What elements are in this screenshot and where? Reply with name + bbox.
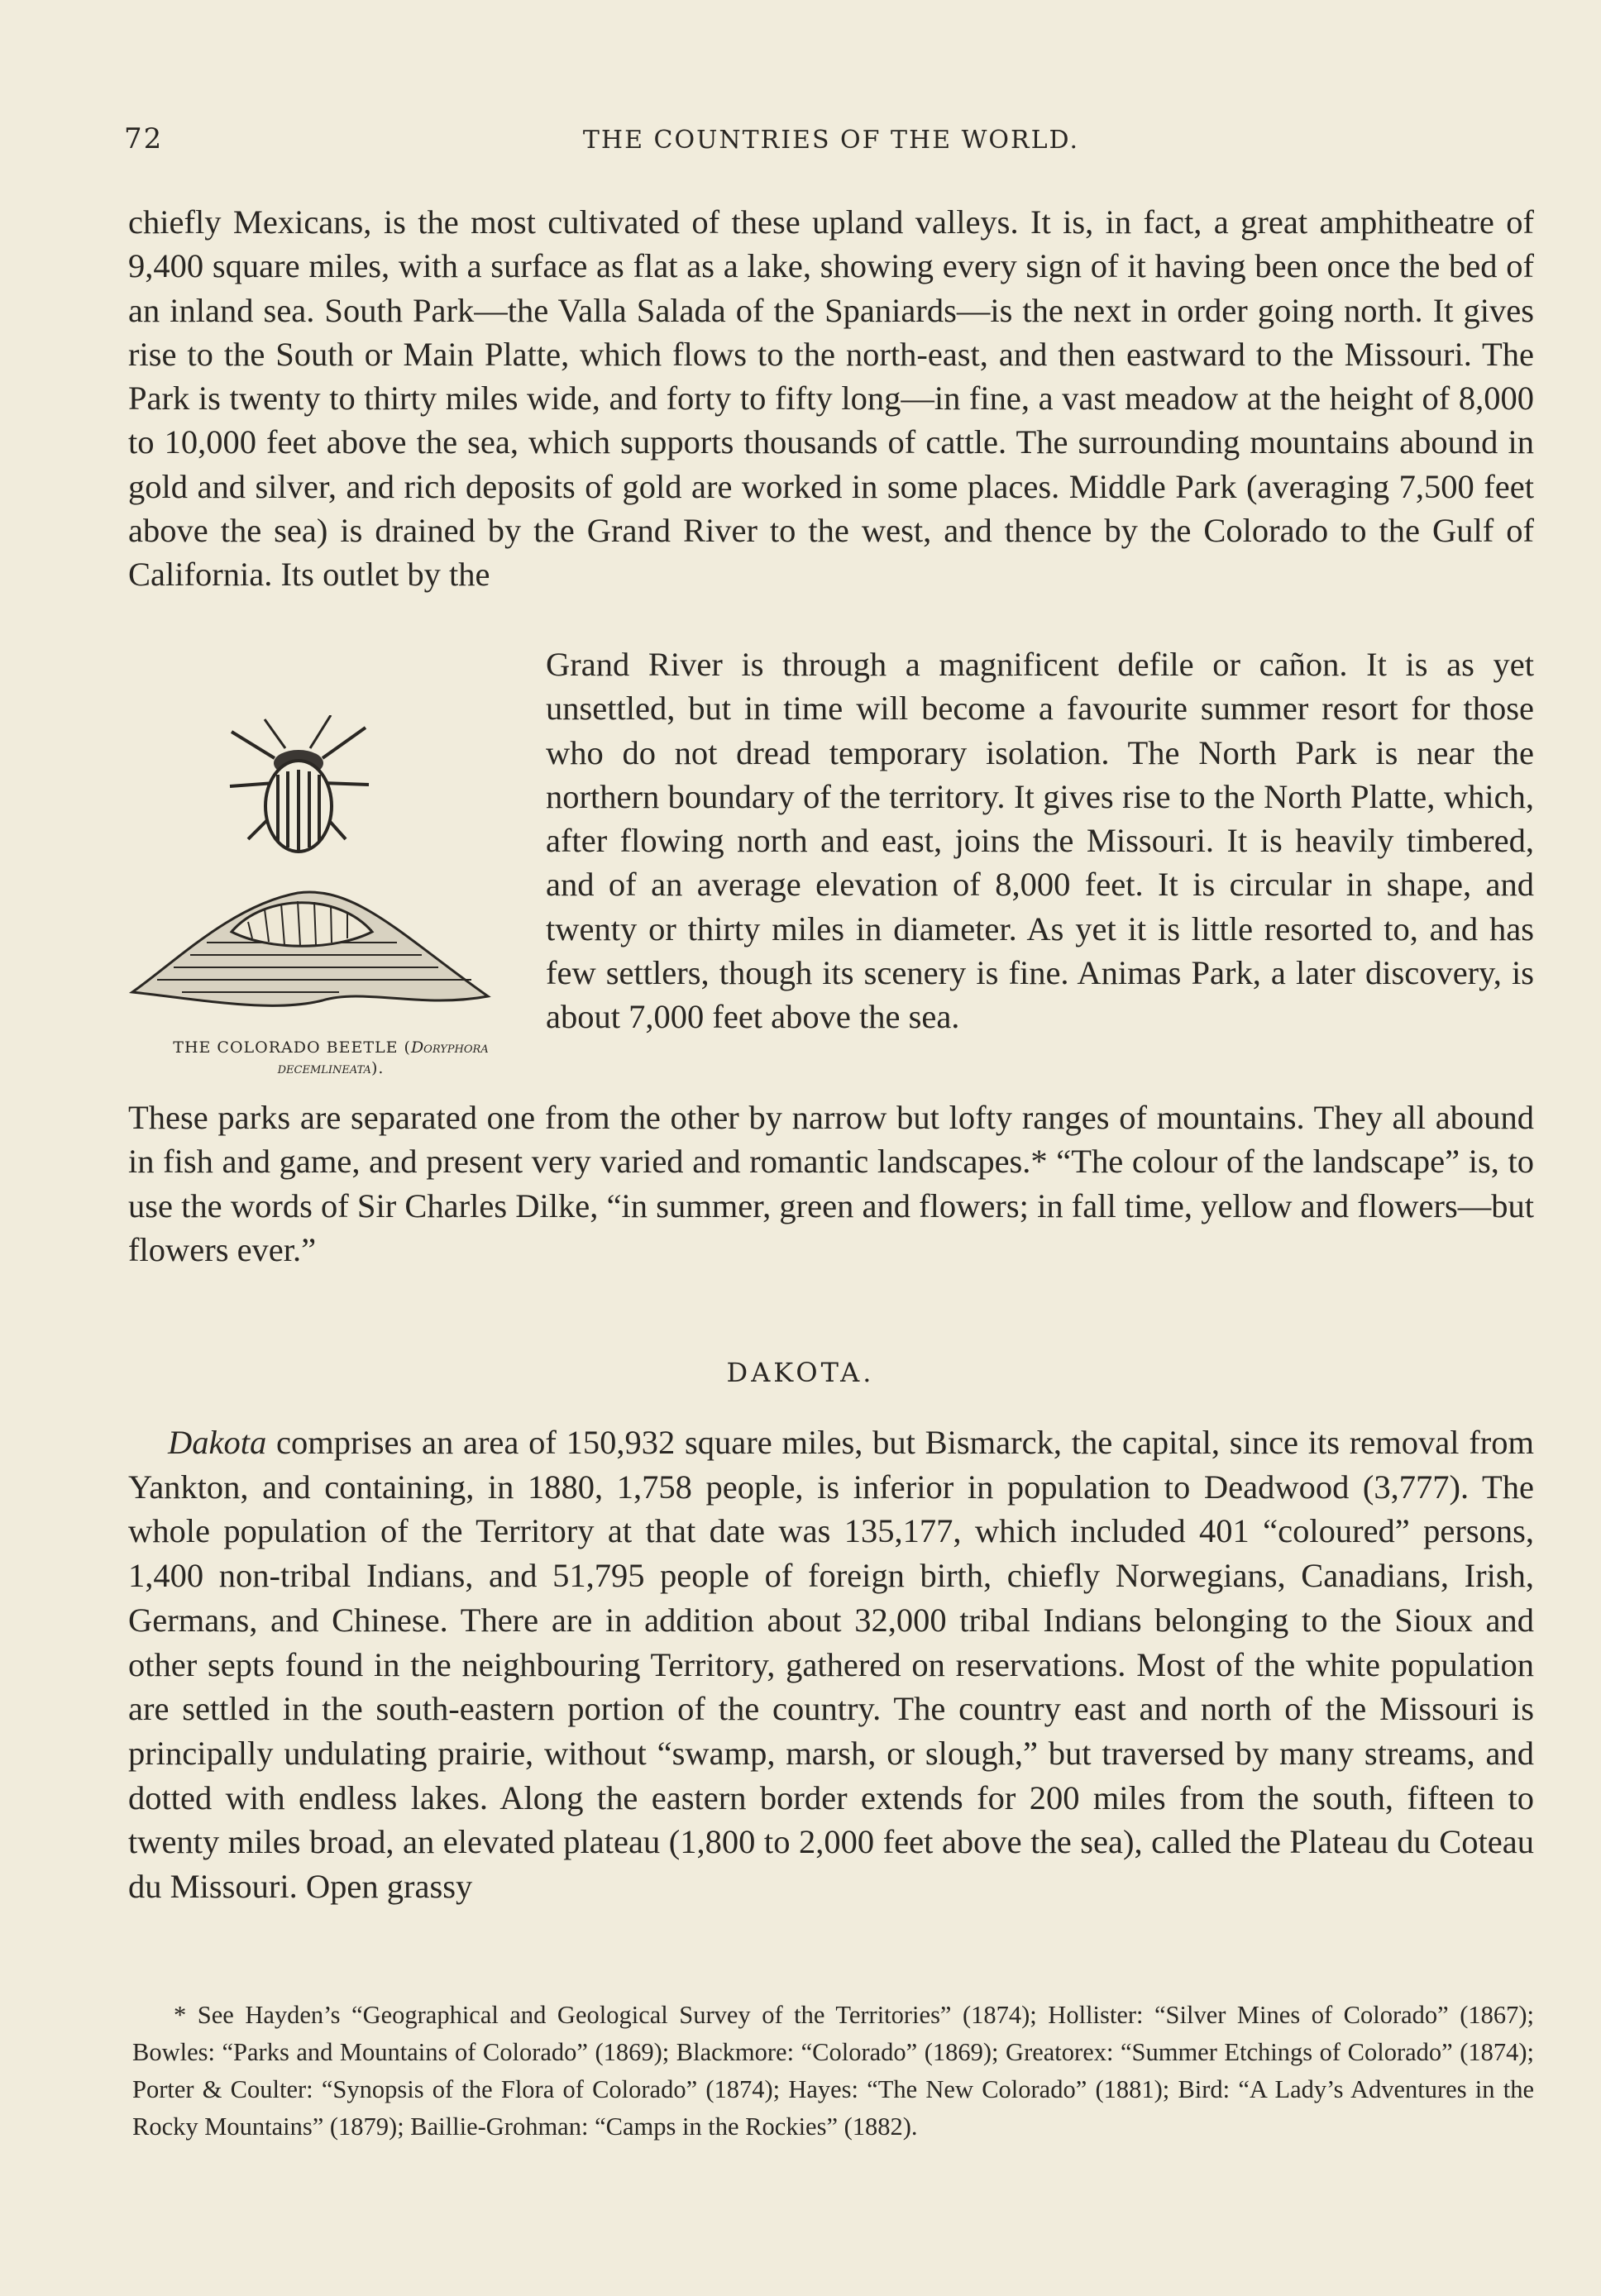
dakota-paragraph-text: comprises an area of 150,932 square miles, but Bismarck, the capital, since its removal from Yankton, and containing, in 1880, 1,758 people, is inferior in population to Deadwood (3,777). The whole population of the Territory at that date was 135,177, which included 401 “coloured” persons, 1,400 non-tribal Indians, and 51,795 people of foreign birth, chiefly Norwegians, Canadians, Irish, Germans, and Chinese. There are in addition about 32,000 tribal Indians belonging to the Sioux and other septs found in the neighbouring Territory, gathered on reservations. Most of the white population are settled in the south-eastern portion of the country. The country east and north of the Missouri is principally undulating prairie, without “swamp, marsh, or slough,” but traversed by many streams, and dotted with endless lakes. Along the eastern border extends for 200 miles from the south, fifteen to twenty miles broad, an elevated plateau (1,800 to 2,000 feet above the sea), called the Plateau du Coteau du Missouri. Open grassy [128,1424,1534,1906]
figure-caption [124,1038,538,1079]
colorado-paragraph-wrap [546,642,1534,1039]
colorado-paragraph-wrap-text: Grand River is through a magnificent defile or cañon. It is as yet unsettled, but in time will become a favourite summer resort for those who do not dread temporary isolation. The North Park is near the northern boundary of the territory. It gives rise to the North Platte, which, after flowing north and east, joins the Missouri. It is heavily timbered, and of an average elevation of 8,000 feet. It is circular in shape, and twenty or thirty miles in diameter. As yet it is little resorted to, and has few settlers, though its scenery is fine. Animas Park, a later discovery, is about 7,000 feet above the sea. [546,646,1534,1036]
section-heading-dakota: DAKOTA. [726,1357,875,1388]
colorado-paragraph-top-text: chiefly Mexicans, is the most cultivated of these upland valleys. It is, in fact, a great amphitheatre of 9,400 square miles, with a surface as flat as a lake, showing every sign of it having been once the bed of an inland sea. South Park—the Valla Salada of the Spaniards—is the next in order going north. It gives rise to the South or Main Platte, which flows to the north-east, and then eastward to the Missouri. The Park is twenty to thirty miles wide, and forty to fifty long—in fine, a vast meadow at the height of 8,000 to 10,000 feet above the sea, which supports thousands of cattle. The surrounding mountains abound in gold and silver, and rich deposits of gold are worked in some places. Middle Park (averaging 7,500 feet above the sea) is drained by the Grand River to the west, and thence by the Colorado to the Gulf of California. Its outlet by the [128,203,1534,594]
dakota-lead-word: Dakota [168,1424,267,1461]
colorado-paragraph-bottom [128,1095,1534,1272]
dakota-paragraph [128,1420,1534,1909]
footnote [132,1997,1534,2146]
colorado-beetle-figure [124,715,538,1083]
footnote-text: * See Hayden’s “Geographical and Geological Survey of the Territories” (1874); Hollister: “Silver Mines of Colorado” (1867); Bowles: “Parks and Mountains of Colorado” (1869); Blackmore: “Colorado” (1869); Greatorex: “Summer Etchings of Colorado” (1874); Porter & Coulter: “Synopsis of the Flora of Colorado” (1874); Hayes: “The New Colorado” (1881); Bird: “A Lady’s Adventures in the Rocky Mountains” (1879); Baillie-Grohman: “Camps in the Rockies” (1882). [132,2001,1534,2141]
caption-latin-name: Doryphora decemlineata [277,1038,489,1077]
running-title: THE COUNTRIES OF THE WORLD. [582,126,1080,155]
colorado-beetle-illustration [124,715,538,1033]
colorado-paragraph-bottom-text: These parks are separated one from the other by narrow but lofty ranges of mountains. They all abound in fish and game, and present very varied and romantic landscapes.* “The colour of the landscape” is, to use the words of Sir Charles Dilke, “in summer, green and flowers; in fall time, yellow and flowers—but flowers ever.” [128,1099,1534,1268]
dakota-section [128,1420,1534,1909]
caption-label: THE COLORADO BEETLE ( [173,1038,411,1057]
caption-close: ). [370,1059,385,1077]
page-number: 72 [124,122,164,155]
page-header [124,122,1538,164]
colorado-paragraph-top [128,200,1534,597]
beetle-antenna-left [265,719,285,748]
beetle-antenna-right [310,715,331,748]
